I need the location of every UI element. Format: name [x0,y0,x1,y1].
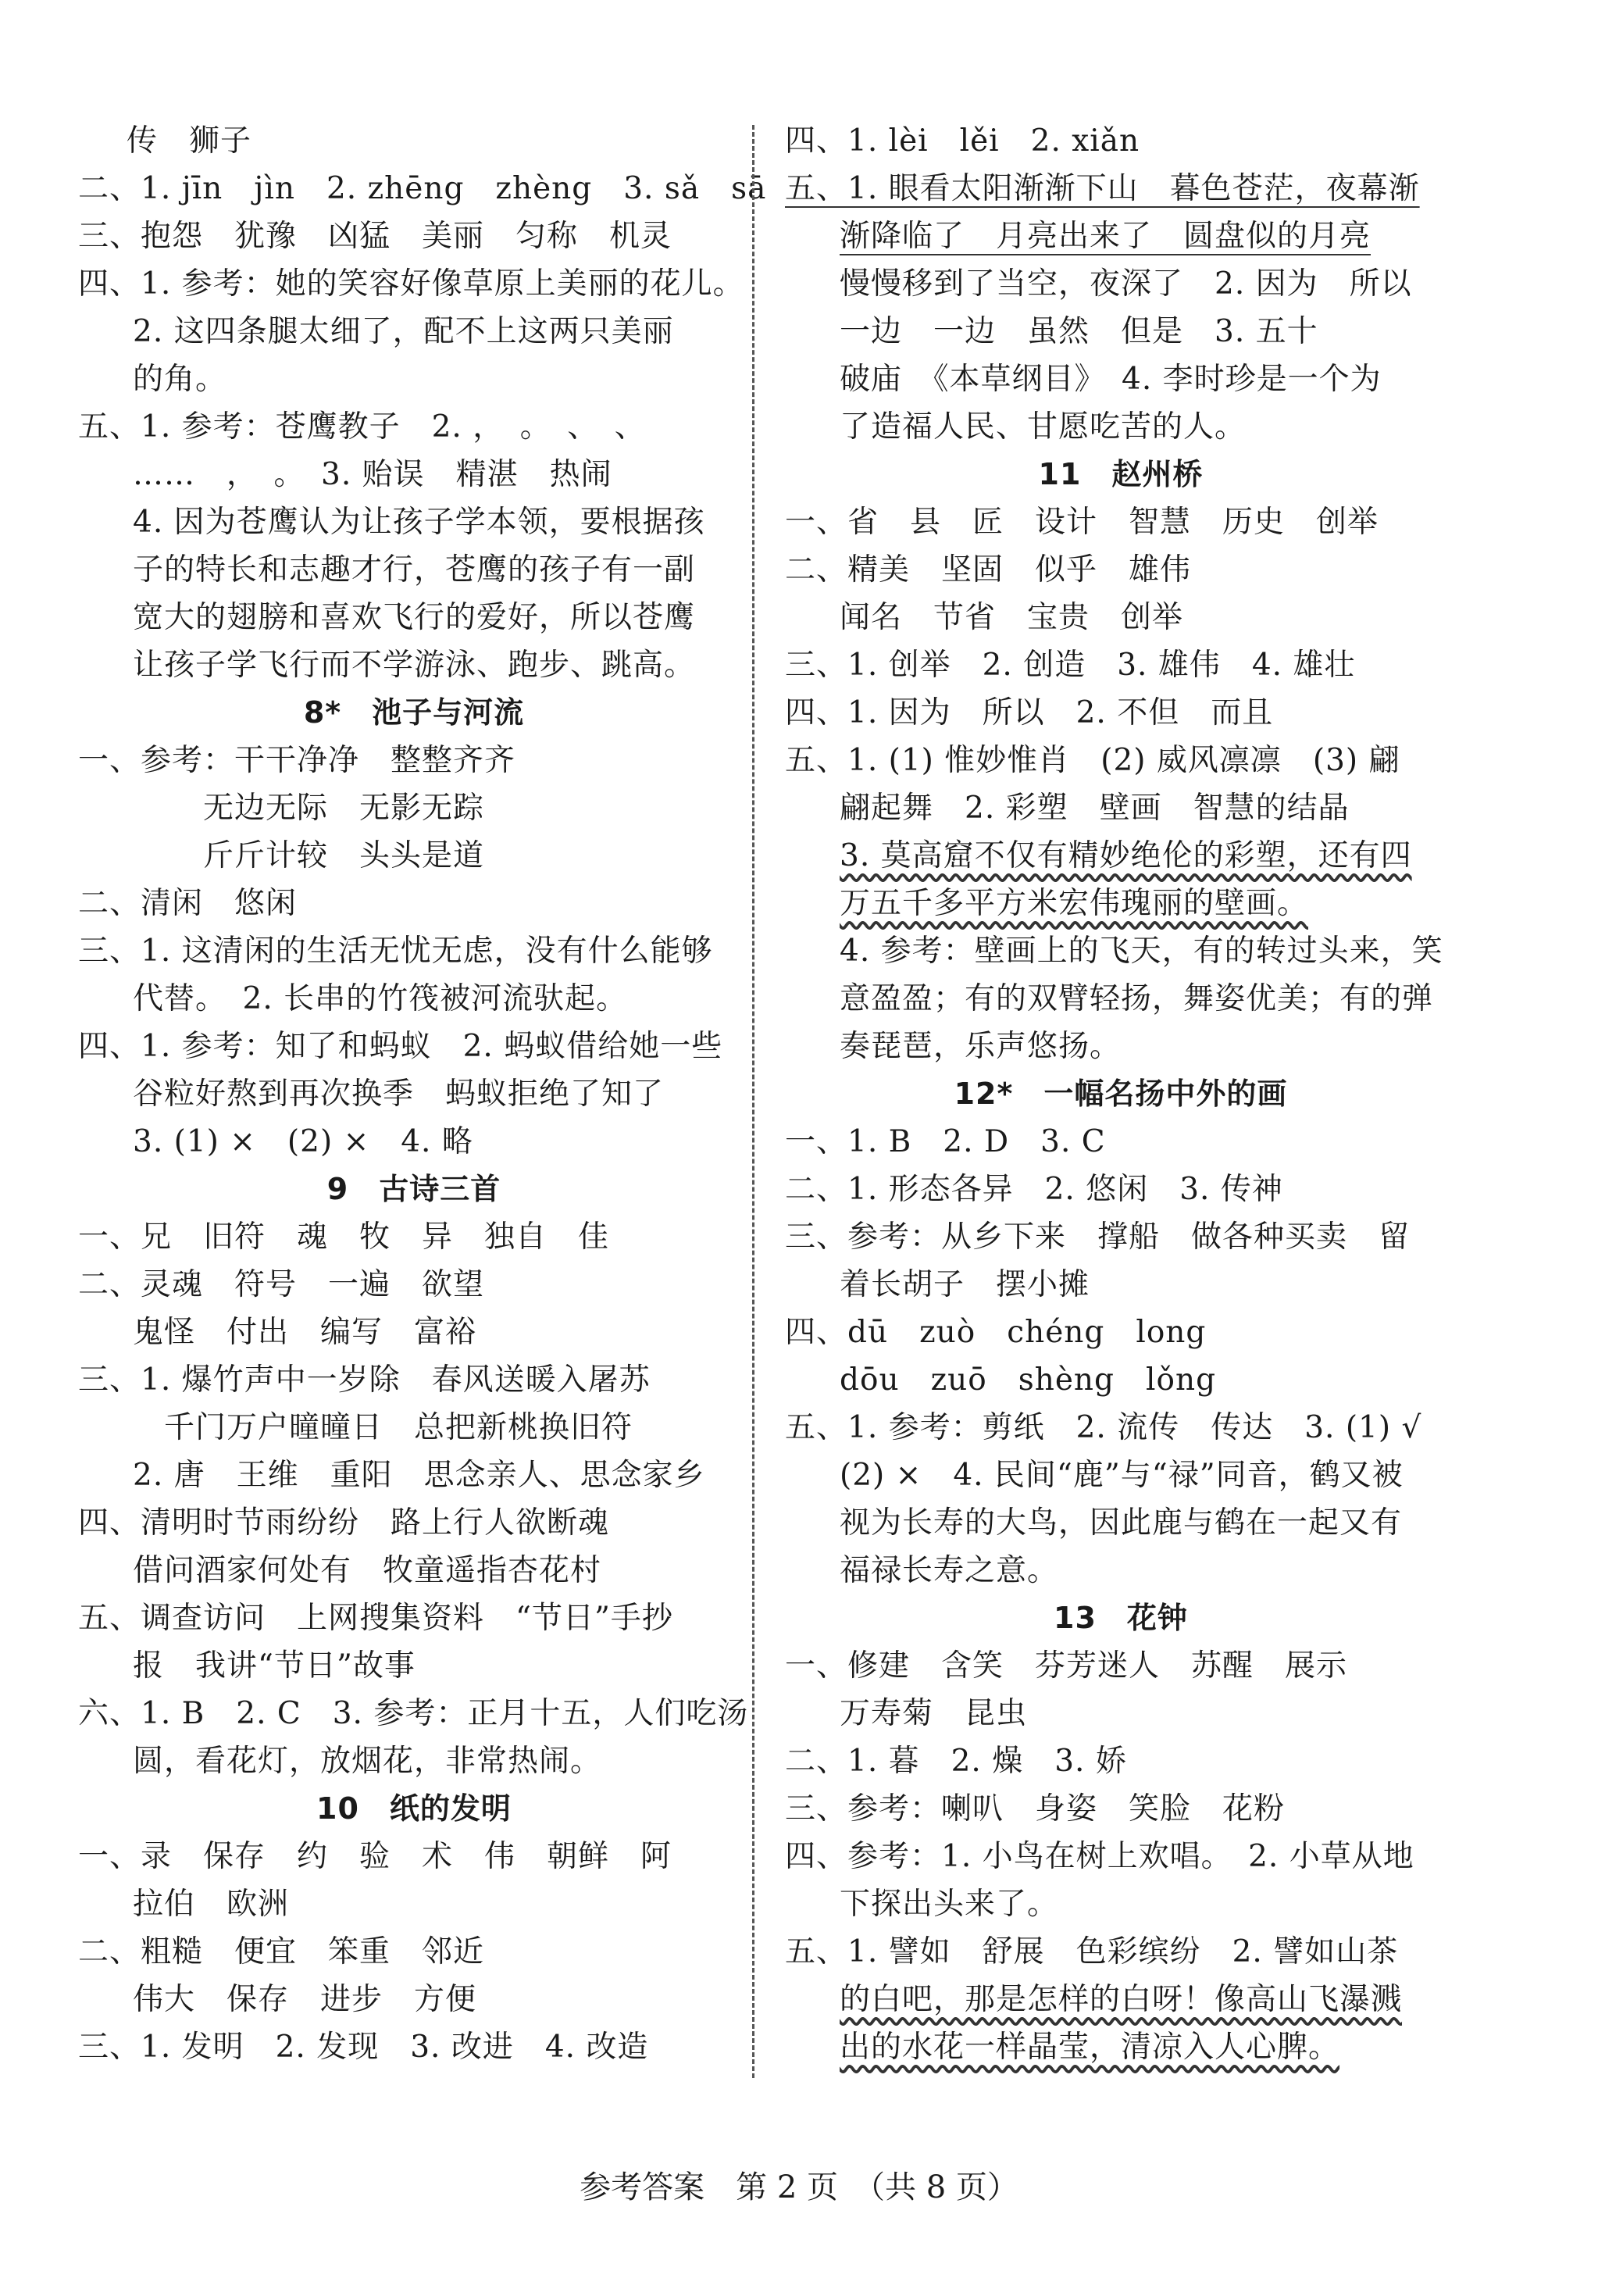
section-title [78,1785,750,1833]
answer-line [785,1261,1457,1309]
answer-text: 的角。 [133,362,227,397]
answer-line [78,1642,750,1690]
section-title [785,1594,1457,1642]
answer-line [785,355,1457,403]
answer-line [78,737,750,784]
answer-line [785,2023,1457,2071]
answer-text: 一、修建 含笑 芬芳迷人 苏醒 展示 [785,1648,1348,1684]
answer-text: 圆，看花灯，放烟花，非常热闹。 [133,1744,602,1779]
answer-text: 二、灵魂 符号 一遍 欲望 [78,1267,485,1302]
answer-text: 一、省 县 匠 设计 智慧 历史 创举 [785,505,1379,540]
answer-text: 六、1. B 2. C 3. 参考：正月十五，人们吃汤 [78,1696,749,1731]
answer-line [78,1309,750,1356]
answer-text: 传 狮子 [127,123,252,159]
answer-text: (2) × 4. 民间“鹿”与“禄”同音，鹤又被 [840,1458,1404,1493]
answer-text: 了造福人民、甘愿吃苦的人。 [840,409,1247,445]
answer-line [785,1785,1457,1833]
answer-line [78,212,750,260]
answer-line [78,2023,750,2071]
answer-line [78,1690,750,1737]
answer-text: 3. (1) × (2) × 4. 略 [133,1124,473,1159]
answer-line [785,1737,1457,1785]
column-divider [752,125,754,2078]
answer-text: 一边 一边 虽然 但是 3. 五十 [840,314,1318,349]
answer-text: 二、1. 形态各异 2. 悠闲 3. 传神 [785,1172,1283,1207]
answer-text: 四、dū zuò chéng long [785,1315,1207,1350]
answer-line [785,1880,1457,1928]
answer-line [78,308,750,355]
answer-text: 一、录 保存 约 验 术 伟 朝鲜 阿 [78,1839,672,1874]
answer-line [785,1690,1457,1737]
answer-text: 9 古诗三首 [326,1172,501,1206]
answer-line [785,212,1457,260]
answer-line [78,355,750,403]
answer-text: 一、参考：干干净净 整整齐齐 [78,743,516,778]
answer-text: 三、1. 创举 2. 创造 3. 雄伟 4. 雄壮 [785,648,1356,683]
answer-text: 四、1. 参考：她的笑容好像草原上美丽的花儿。 [78,266,744,302]
answer-line [785,689,1457,737]
answer-line [78,546,750,594]
answer-text: 三、参考：从乡下来 撑船 做各种买卖 留 [785,1219,1411,1255]
answer-text: 五、1. 譬如 舒展 色彩缤纷 2. 譬如山茶 [785,1934,1399,1969]
left-column [78,117,767,2071]
answer-line [78,1452,750,1499]
answer-line [785,1642,1457,1690]
answer-line [78,1499,750,1547]
answer-text: 一、兄 旧符 魂 牧 异 独自 佳 [78,1219,610,1255]
answer-line [785,784,1457,832]
answer-line [78,451,750,498]
answer-line [78,1928,750,1976]
answer-line [785,594,1457,641]
answer-text: 的白吧，那是怎样的白呀！像高山飞瀑溅 [840,1982,1403,2017]
answer-text: 三、参考：喇叭 身姿 笑脸 花粉 [785,1791,1286,1826]
answer-text: 四、清明时节雨纷纷 路上行人欲断魂 [78,1505,610,1541]
answer-line [785,498,1457,546]
answer-text: 2. 唐 王维 重阳 思念亲人、思念家乡 [133,1458,705,1493]
answer-text: 万寿菊 昆虫 [840,1696,1028,1731]
answer-line [785,1309,1457,1356]
answer-text: 意盈盈；有的双臂轻扬，舞姿优美；有的弹 [840,981,1434,1016]
answer-line [78,1976,750,2023]
answer-line [78,1594,750,1642]
answer-line [78,1547,750,1594]
answer-text: 出的水花一样晶莹，清凉入人心脾。 [840,2030,1340,2065]
answer-text: 3. 莫高窟不仅有精妙绝伦的彩塑，还有四 [840,838,1412,873]
answer-text: 四、1. lèi lěi 2. xiǎn [785,123,1140,159]
answer-text: 三、1. 发明 2. 发现 3. 改进 4. 改造 [78,2030,649,2065]
answer-text: 斤斤计较 头头是道 [203,838,485,873]
answer-line [78,1833,750,1880]
answer-text: 千门万户曈曈日 总把新桃换旧符 [133,1410,633,1445]
answer-text: 让孩子学飞行而不学游泳、跑步、跳高。 [133,648,696,683]
answer-line [78,1070,750,1118]
answer-line [78,1023,750,1070]
answer-line [785,1213,1457,1261]
page-footer: 参考答案 第 2 页 （共 8 页） [580,2169,1018,2205]
answer-text: 10 纸的发明 [316,1791,512,1826]
answer-line [78,641,750,689]
answer-text: 4. 因为苍鹰认为让孩子学本领，要根据孩 [133,505,705,540]
section-title [785,451,1457,498]
answer-text: 福禄长寿之意。 [840,1553,1059,1588]
answer-text: 破庙 《本草纲目》 4. 李时珍是一个为 [840,362,1382,397]
answer-text: 11 赵州桥 [1038,457,1204,491]
section-title [78,689,750,737]
answer-line [785,260,1457,308]
answer-line [785,1118,1457,1166]
answer-text: 慢慢移到了当空，夜深了 2. 因为 所以 [840,266,1412,302]
answer-line [785,641,1457,689]
answer-text: 二、精美 坚固 似乎 雄伟 [785,552,1192,587]
answer-line [785,1356,1457,1404]
answer-text: 五、1. 参考：苍鹰教子 2. ， 。 、 、 [78,409,646,445]
answer-text: 三、1. 爆竹声中一岁除 春风送暖入屠苏 [78,1362,651,1398]
answer-text: 着长胡子 摆小摊 [840,1267,1090,1302]
answer-line [78,1213,750,1261]
answer-text: 子的特长和志趣才行，苍鹰的孩子有一副 [133,552,696,587]
answer-line [785,1928,1457,1976]
answer-text: 无边无际 无影无踪 [203,791,485,826]
answer-text: 报 我讲“节日”故事 [133,1648,416,1684]
answer-text: 下探出头来了。 [840,1887,1059,1922]
answer-text: 13 花钟 [1054,1601,1188,1635]
answer-line [785,1404,1457,1452]
answer-text: 4. 参考：壁画上的飞天，有的转过头来，笑 [840,934,1443,969]
answer-text: 二、粗糙 便宜 笨重 邻近 [78,1934,485,1969]
answer-line [785,165,1457,212]
answer-line [78,927,750,975]
answer-line [78,498,750,546]
answer-text: 五、1. 眼看太阳渐渐下山 暮色苍茫，夜幕渐 [785,171,1420,206]
answer-line [785,832,1457,880]
answer-line [78,784,750,832]
answer-line [785,1833,1457,1880]
answer-line [78,260,750,308]
answer-line [785,1166,1457,1213]
answer-text: 一、1. B 2. D 3. C [785,1124,1106,1159]
answer-text: 8* 池子与河流 [303,695,525,730]
answer-line [785,975,1457,1023]
answer-text: dōu zuō shèng lǒng [840,1362,1217,1398]
answer-line [78,1118,750,1166]
answer-line [785,880,1457,927]
answer-line [78,117,750,165]
answer-line [785,1547,1457,1594]
answer-line [785,308,1457,355]
answer-text: 拉伯 欧洲 [133,1887,290,1922]
answer-line [785,117,1457,165]
answer-line [78,1880,750,1928]
answer-line [78,880,750,927]
answer-line [78,1261,750,1309]
answer-text: 代替。 2. 长串的竹筏被河流驮起。 [133,981,628,1016]
answer-text: 三、1. 这清闲的生活无忧无虑，没有什么能够 [78,934,713,969]
answer-text: 万五千多平方米宏伟瑰丽的壁画。 [840,886,1309,921]
answer-line [78,1404,750,1452]
answer-text: 五、1. (1) 惟妙惟肖 (2) 威风凛凛 (3) 翩 [785,743,1400,778]
answer-text: 五、调查访问 上网搜集资料 “节日”手抄 [78,1601,673,1636]
answer-text: 渐降临了 月亮出来了 圆盘似的月亮 [840,219,1371,254]
answer-line [785,403,1457,451]
answer-line [78,832,750,880]
answer-line [78,1737,750,1785]
answer-line [78,403,750,451]
answer-text: 二、1. 暮 2. 燥 3. 娇 [785,1744,1127,1779]
answer-text: 翩起舞 2. 彩塑 壁画 智慧的结晶 [840,791,1350,826]
answer-line [785,1023,1457,1070]
answer-text: 二、清闲 悠闲 [78,886,298,921]
answer-line [78,1356,750,1404]
answer-text: 奏琵琶，乐声悠扬。 [840,1029,1122,1064]
answer-line [785,546,1457,594]
answer-text: 鬼怪 付出 编写 富裕 [133,1315,477,1350]
answer-line [78,594,750,641]
answer-line [785,737,1457,784]
answer-line [78,165,767,212]
answer-text: 借问酒家何处有 牧童遥指杏花村 [133,1553,602,1588]
answer-line [785,1499,1457,1547]
answer-line [785,927,1457,975]
answer-text: 2. 这四条腿太细了，配不上这两只美丽 [133,314,674,349]
answer-text: 三、抱怨 犹豫 凶猛 美丽 匀称 机灵 [78,219,672,254]
section-title [78,1166,750,1213]
answer-text: 视为长寿的大鸟，因此鹿与鹤在一起又有 [840,1505,1403,1541]
answer-line [785,1976,1457,2023]
right-column [785,117,1457,2071]
answer-text: …… ， 。 3. 贻误 精湛 热闹 [133,457,612,492]
answer-text: 四、1. 因为 所以 2. 不但 而且 [785,695,1274,730]
answer-text: 闻名 节省 宝贵 创举 [840,600,1184,635]
answer-text: 伟大 保存 进步 方便 [133,1982,477,2017]
section-title [785,1070,1457,1118]
answer-text: 四、参考：1. 小鸟在树上欢唱。 2. 小草从地 [785,1839,1414,1874]
answer-text: 谷粒好熬到再次换季 蚂蚁拒绝了知了 [133,1077,665,1112]
answer-text: 四、1. 参考：知了和蚂蚁 2. 蚂蚁借给她一些 [78,1029,723,1064]
answer-text: 五、1. 参考：剪纸 2. 流传 传达 3. (1) √ [785,1410,1422,1445]
answer-line [785,1452,1457,1499]
answer-text: 二、1. jīn jìn 2. zhēng zhèng 3. sǎ sā [78,171,767,206]
answer-text: 12* 一幅名扬中外的画 [954,1077,1288,1111]
answer-line [78,975,750,1023]
answer-text: 宽大的翅膀和喜欢飞行的爱好，所以苍鹰 [133,600,696,635]
